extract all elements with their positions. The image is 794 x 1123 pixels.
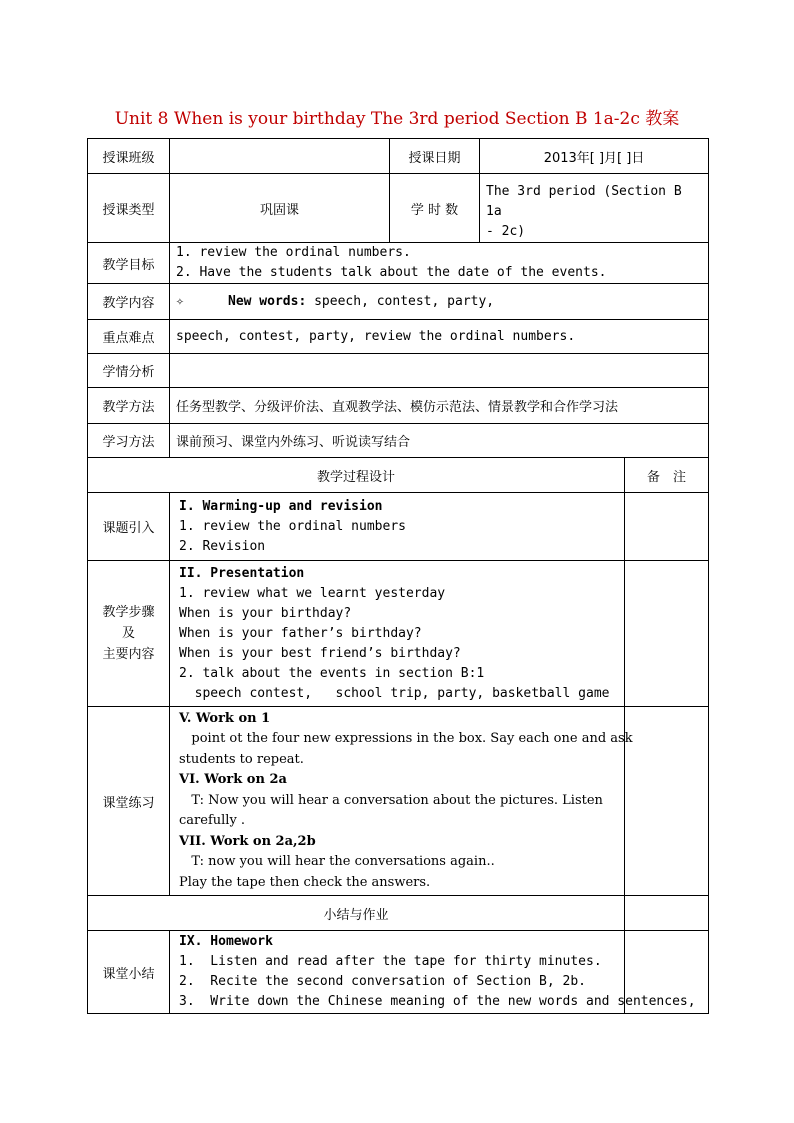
steps-label-3: 主要内容 [102,647,155,662]
steps-line-1: II. Presentation [179,565,305,581]
content-text: speech, contest, party, [306,293,495,309]
steps-line-7: speech contest, school trip, party, basketball game [179,685,610,701]
key-value: speech, contest, party, review the ordinal numbers. [170,320,709,354]
hours-value-line2: - 2c) [486,224,526,239]
lesson-plan-table [87,138,709,1014]
date-value: 2013年[ ]月[ ]日 [480,139,709,174]
summary-line-1: IX. Homework [179,934,273,949]
steps-content [170,561,625,707]
process-header: 教学过程设计 [88,458,625,493]
summary-label: 课堂小结 [88,931,170,1014]
practice-line-8: T: now you will hear the conversations again.. [179,854,495,870]
goal-2: 2. Have the students talk about the date of the events. [176,265,607,280]
summary-line-4: 3. Write down the Chinese meaning of the new words and sentences, [179,994,696,1009]
summary-line-2: 1. Listen and read after the tape for thirty minutes. [179,954,602,969]
content-label: 教学内容 [88,284,170,320]
analysis-value [170,354,709,388]
intro-label: 课题引入 [88,493,170,561]
summary-notes-header [625,896,709,931]
type-label: 授课类型 [88,174,170,243]
steps-line-6: 2. talk about the events in section B:1 [179,665,485,681]
practice-label: 课堂练习 [88,707,170,896]
intro-line-1: I. Warming-up and revision [179,498,383,514]
method-value: 任务型教学、分级评价法、直观教学法、模仿示范法、情景教学和合作学习法 [170,388,709,424]
class-label: 授课班级 [88,139,170,174]
practice-content [170,707,633,896]
steps-line-5: When is your best friend’s birthday? [179,645,461,661]
method-label: 教学方法 [88,388,170,424]
practice-line-2: point ot the four new expressions in the box. Say each one and ask [179,731,633,747]
notes-header: 备 注 [625,458,709,493]
intro-notes [625,493,709,561]
steps-line-2: 1. review what we learnt yesterday [179,585,446,601]
practice-line-6: carefully . [179,813,246,829]
hours-label: 学 时 数 [390,174,480,243]
practice-line-1: V. Work on 1 [179,710,271,726]
intro-content [170,493,625,561]
practice-line-4: VI. Work on 2a [179,772,287,788]
steps-line-4: When is your father’s birthday? [179,625,422,641]
date-label: 授课日期 [390,139,480,174]
intro-line-2: 1. review the ordinal numbers [179,518,406,534]
analysis-label: 学情分析 [88,354,170,388]
steps-label-2: 及 [121,626,135,641]
study-value: 课前预习、课堂内外练习、听说读写结合 [170,424,709,458]
practice-line-5: T: Now you will hear a conversation about the pictures. Listen [179,792,603,808]
hours-value-line1: The 3rd period (Section B 1a [486,184,682,219]
goals-value [170,243,709,284]
summary-header: 小结与作业 [88,896,625,931]
type-value: 巩固课 [170,174,390,243]
diamond-icon: ✧ [176,293,184,309]
steps-label-1: 教学步骤 [102,605,155,620]
goal-1: 1. review the ordinal numbers. [176,245,411,260]
practice-line-7: VII. Work on 2a,2b [179,833,316,849]
hours-value [480,174,709,243]
summary-content [170,931,696,1014]
key-label: 重点难点 [88,320,170,354]
class-value [170,139,390,174]
steps-line-3: When is your birthday? [179,605,352,621]
summary-line-3: 2. Recite the second conversation of Section B, 2b. [179,974,586,989]
practice-line-3: students to repeat. [179,751,304,767]
content-value [170,284,709,320]
content-bold: New words: [228,293,307,309]
steps-label [88,561,170,707]
goals-label: 教学目标 [88,243,170,284]
page-title: Unit 8 When is your birthday The 3rd period Section B 1a-2c 教案 [114,109,680,129]
practice-notes [625,707,709,896]
practice-line-9: Play the tape then check the answers. [179,874,431,890]
intro-line-3: 2. Revision [179,538,266,554]
steps-notes [625,561,709,707]
study-label: 学习方法 [88,424,170,458]
